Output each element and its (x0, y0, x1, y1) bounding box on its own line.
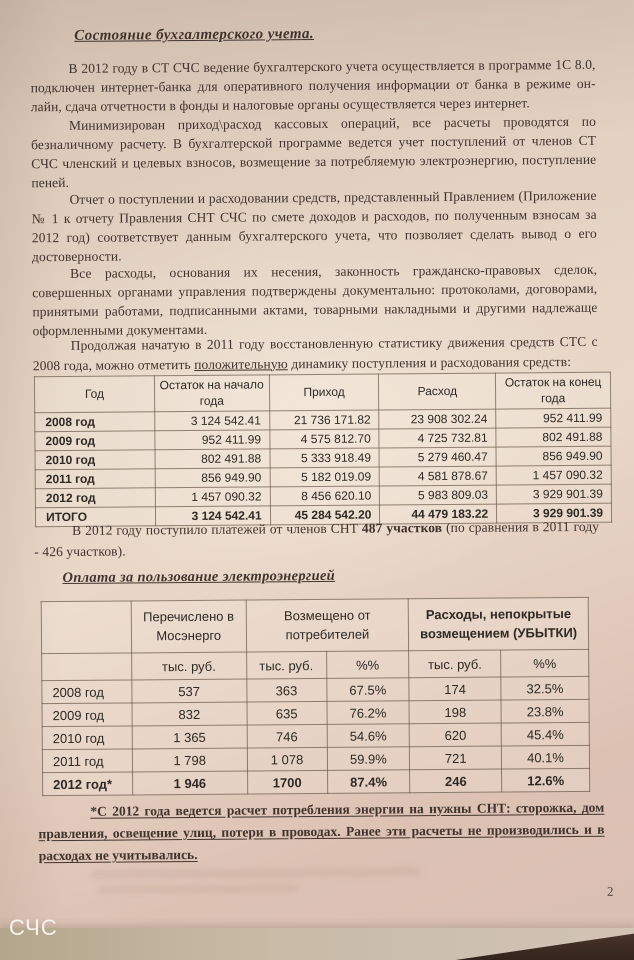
value-cell: 802 491.88 (496, 427, 611, 447)
value-cell: 45.4% (501, 722, 589, 746)
unit-cell: тыс. руб. (246, 651, 326, 679)
value-cell: 246 (410, 769, 502, 793)
total-value-cell: 3 929 901.39 (497, 503, 612, 523)
header-transferred-mosenergo: Перечислено в Мосэнерго (131, 600, 246, 653)
value-cell: 40.1% (501, 745, 589, 769)
year-cell: 2012 год (35, 488, 155, 508)
footnote-energy-calculation: *С 2012 года ведется расчет потребления энергии на нужны СНТ: сторожка, дом правления, освещение улиц, потери в проводах. Ранее эти расчеты не производились и в расходах не учитывались. (38, 799, 605, 864)
value-cell: 832 (132, 702, 247, 726)
paragraph-accounting-software: В 2012 году в СТ СЧС ведение бухгалтерского учета осуществляется в программе 1С 8.0, подключен интернет-банка для оперативного получения информации от банка в режиме он-лайн, сдача отчетности в фонды и налоговые органы осуществляется через интернет. (30, 56, 596, 115)
header-start-balance: Остаток на начало года (154, 375, 269, 412)
value-cell: 174 (409, 677, 501, 701)
value-cell: 620 (410, 723, 502, 747)
statistics-intro-text: Продолжая начатую в 2011 году восстановленную статистику движения средств СТС с 2008 года, можно отметить (32, 333, 598, 373)
electricity-group-header-row (41, 597, 588, 653)
ink-bleed-mark (91, 867, 421, 879)
value-cell: 856 949.90 (496, 446, 611, 466)
value-cell: 3 124 542.41 (155, 411, 270, 431)
statistics-underlined-word: положительную (194, 355, 288, 372)
statistics-intro-tail: динамику поступления и расходования средств: (287, 353, 572, 371)
value-cell: 537 (132, 679, 247, 703)
value-cell: 54.6% (327, 724, 410, 748)
unit-cell: тыс. руб. (409, 650, 501, 678)
value-cell: 952 411.99 (496, 408, 611, 428)
value-cell: 4 581 878.67 (380, 466, 497, 486)
value-cell: 8 456 620.10 (270, 486, 380, 506)
year-cell: 2009 год (42, 703, 132, 727)
electricity-units-row (42, 649, 589, 680)
header-income: Приход (269, 374, 379, 411)
page-number: 2 (606, 883, 614, 899)
empty-cell (42, 653, 132, 681)
value-cell: 635 (247, 701, 327, 725)
value-cell: 87.4% (327, 770, 410, 794)
value-cell: 1 457 090.32 (155, 487, 270, 507)
electricity-table (41, 597, 591, 796)
value-cell: 1 078 (247, 747, 327, 771)
header-uncovered-losses: Расходы, непокрытые возмещением (УБЫТКИ) (409, 597, 589, 650)
year-cell: 2010 год (35, 450, 155, 470)
header-year: Год (34, 376, 154, 413)
value-cell: 952 411.99 (155, 430, 270, 450)
value-cell: 1 365 (132, 725, 247, 749)
value-cell: 21 736 171.82 (269, 410, 379, 430)
year-cell: 2009 год (35, 431, 155, 451)
value-cell: 76.2% (326, 701, 409, 725)
value-cell: 5 983 809.03 (380, 485, 497, 505)
year-cell: 2012 год* (43, 772, 133, 796)
paragraph-statistics-intro (33, 332, 598, 375)
total-value-cell: 45 284 542.20 (270, 505, 380, 525)
ink-bleed-mark (98, 884, 298, 894)
value-cell: 3 929 901.39 (496, 484, 611, 504)
value-cell: 856 949.90 (155, 468, 270, 488)
value-cell: 198 (409, 700, 501, 724)
value-cell: 32.5% (501, 676, 589, 700)
value-cell: 1 946 (132, 771, 247, 795)
value-cell: 802 491.88 (155, 449, 270, 469)
value-cell: 5 182 019.09 (270, 467, 380, 487)
value-cell: 59.9% (327, 747, 410, 771)
value-cell: 12.6% (502, 768, 590, 792)
electricity-section-heading: Оплата за пользование электроэнергией (62, 567, 336, 587)
total-value-cell: 44 479 183.22 (380, 504, 497, 524)
unit-cell: %% (326, 651, 409, 679)
value-cell: 4 575 812.70 (269, 429, 379, 449)
year-cell: 2011 год (35, 469, 155, 489)
paragraph-cash-operations: Минимизирован приход\расход кассовых операций, все расчеты проводятся по безналичному расчету. В бухгалтерской программе ведется учет поступлений от членов СТ СЧС членский и целевых взносов, возмещение за потребляемую электроэнергию, поступление пеней. (31, 113, 597, 191)
paragraph-member-payments (34, 516, 599, 562)
year-cell: 2008 год (35, 412, 155, 432)
value-cell: 746 (247, 724, 327, 748)
unit-cell: тыс. руб. (131, 652, 246, 680)
value-cell: 721 (410, 746, 502, 770)
overlay-watermark-schs: СЧС (9, 915, 58, 940)
member-payments-count: 487 участков (361, 520, 443, 536)
year-cell: 2008 год (42, 680, 132, 704)
header-reimbursed-consumers: Возмещено от потребителей (246, 599, 409, 652)
value-cell: 23 908 302.24 (379, 409, 496, 429)
value-cell: 5 279 460.47 (379, 447, 496, 467)
year-cell: 2010 год (42, 726, 132, 750)
empty-corner-cell (41, 601, 131, 654)
value-cell: 1 457 090.32 (496, 465, 611, 485)
funds-movement-table (34, 372, 612, 528)
table-row-2012-asterisk (43, 768, 590, 795)
value-cell: 363 (246, 678, 326, 702)
unit-cell: %% (501, 649, 589, 677)
paragraph-expenses-documented: Все расходы, основания их несения, законность гражданско-правовых сделок, совершенных органами управления подтверждены документально: протоколами, договорами, принятыми работами, подписанными актами, товарными накладными и другими надлежаще оформленными документами. (32, 261, 598, 339)
year-cell: 2011 год (42, 749, 132, 773)
page-title: Состояние бухгалтерского учета. (74, 26, 315, 44)
total-label-cell: ИТОГО (35, 507, 155, 527)
value-cell: 1 798 (132, 748, 247, 772)
paragraph-report-correctness: Отчет о поступлении и расходовании средств, представленный Правлением (Приложение № 1 к отчету Правления СНТ СЧС по смете доходов и расходов, по полученным взносам за 2012 год) соответствует данным бухгалтерского учета, что позволяет сделать вывод о его достоверности. (31, 187, 597, 265)
value-cell: 4 725 732.81 (379, 428, 496, 448)
header-end-balance: Остаток на конец года (496, 372, 611, 409)
header-expense: Расход (379, 373, 496, 410)
member-payments-tail: (по сравнения в 2011 году - 426 участков). (34, 518, 600, 560)
funds-table-header-row (34, 372, 610, 413)
value-cell: 23.8% (501, 699, 589, 723)
value-cell: 5 333 918.49 (270, 448, 380, 468)
value-cell: 67.5% (326, 678, 409, 702)
total-value-cell: 3 124 542.41 (155, 506, 270, 526)
value-cell: 1700 (247, 770, 327, 794)
member-payments-text: В 2012 году поступило платежей от членов СНТ (72, 520, 362, 538)
